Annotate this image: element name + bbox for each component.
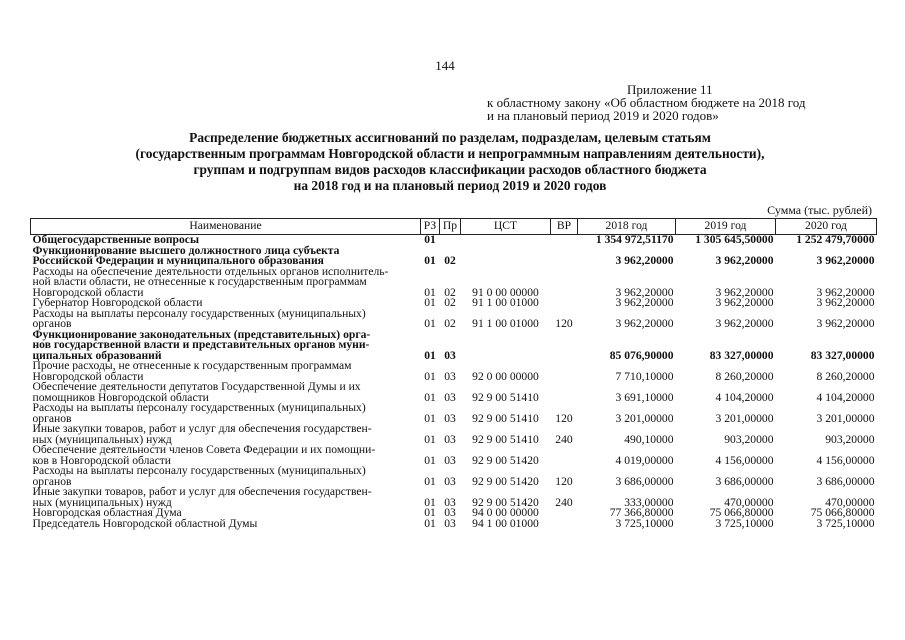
table-row (31, 330, 877, 362)
appendix-line-1: к областному закону «Об областном бюджете на 2018 год (487, 95, 806, 110)
row-rz: 01 (424, 453, 436, 467)
row-2020: 4 104,20000 (816, 390, 875, 404)
row-name: Иные закупки товаров, работ и услуг для обеспечения государствен- ных (муниципальных) нужд (32, 422, 372, 446)
row-rz: 01 (424, 296, 436, 309)
table-row (31, 519, 877, 530)
row-2019: 1 305 645,50000 (695, 233, 774, 246)
row-2018: 3 962,20000 (615, 285, 674, 299)
row-pr: 02 (444, 254, 456, 267)
row-rz: 01 (424, 516, 436, 530)
row-cst: 91 1 00 01000 (472, 317, 539, 330)
row-name: Иные закупки товаров, работ и услуг для обеспечения государствен- ных (муниципальных) нужд (32, 485, 372, 509)
units-label: Сумма (тыс. рублей) (767, 203, 872, 217)
row-rz: 01 (424, 233, 436, 246)
header-pr: Пр (440, 219, 461, 235)
row-pr: 03 (444, 516, 456, 530)
table-row (31, 445, 877, 466)
row-2020: 3 686,00000 (816, 474, 875, 488)
row-2018: 490,10000 (624, 432, 674, 446)
row-rz: 01 (424, 254, 436, 267)
row-vr: 240 (555, 432, 573, 446)
row-2018: 3 691,10000 (615, 390, 674, 404)
row-2020: 4 156,00000 (816, 453, 875, 467)
document-title (60, 130, 840, 194)
appendix-title: Приложение 11 (627, 82, 713, 97)
row-vr: 120 (555, 317, 573, 330)
row-2018: 333,00000 (624, 495, 674, 509)
table-row (31, 487, 877, 508)
row-pr (440, 235, 461, 246)
row-vr (551, 298, 578, 309)
row-2020: 8 260,20000 (816, 369, 875, 383)
budget-table (30, 218, 877, 529)
row-cst: 92 9 00 51420 (472, 495, 539, 509)
row-2018: 77 366,80000 (609, 506, 674, 519)
row-vr (551, 519, 578, 530)
row-rz: 01 (424, 474, 436, 488)
row-cst (461, 235, 551, 246)
row-cst: 94 0 00 00000 (472, 506, 539, 519)
header-2018: 2018 год (578, 219, 676, 235)
row-2018: 3 962,20000 (615, 296, 674, 309)
row-rz: 01 (424, 432, 436, 446)
row-cst: 91 0 00 00000 (472, 285, 539, 299)
row-2019: 3 962,20000 (715, 317, 774, 330)
row-2019: 903,20000 (724, 432, 774, 446)
header-cst: ЦСТ (461, 219, 551, 235)
row-name: Председатель Новгородской областной Думы (32, 516, 258, 530)
title-line-1: Распределение бюджетных ассигнований по разделам, подразделам, целевым статьям (189, 130, 711, 145)
header-rz: РЗ (421, 219, 440, 235)
row-vr (551, 267, 578, 299)
row-name: Функционирование высшего должностного лица субъекта Российской Федерации и муниципального образования (32, 243, 340, 267)
row-2019: 3 962,20000 (715, 296, 774, 309)
table-row (31, 309, 877, 330)
row-2019: 3 201,00000 (715, 411, 774, 425)
title-line-4: на 2018 год и на плановый период 2019 и 2020 годов (293, 178, 607, 193)
row-vr (551, 330, 578, 362)
row-2020: 3 201,00000 (816, 411, 875, 425)
table-row (31, 267, 877, 299)
row-pr: 03 (444, 390, 456, 404)
header-vr: ВР (551, 219, 578, 235)
row-2018: 3 201,00000 (615, 411, 674, 425)
row-pr: 03 (444, 369, 456, 383)
row-2020: 75 066,80000 (810, 506, 875, 519)
row-name: Расходы на обеспечение деятельности отдельных органов исполнитель- ной власти области, не отнесенные к государственным программам Новгородской области (32, 264, 389, 299)
row-name: Функционирование законодательных (представительных) орга- нов государственной власти и представительных органов муни- ципальных образований (32, 327, 371, 362)
row-pr: 02 (444, 285, 456, 299)
appendix-header (487, 83, 887, 122)
row-cst: 92 9 00 51420 (472, 474, 539, 488)
row-vr (551, 246, 578, 267)
table-row (31, 246, 877, 267)
row-2018: 85 076,90000 (609, 348, 674, 362)
row-name: Обеспечение деятельности членов Совета Федерации и их помощни- ков в Новгородской области (32, 443, 376, 467)
row-cst: 92 9 00 51410 (472, 411, 539, 425)
row-2018: 7 710,10000 (615, 369, 674, 383)
row-name: Обеспечение деятельности депутатов Государственной Думы и их помощников Новгородской области (32, 380, 361, 404)
row-2018: 3 962,20000 (615, 317, 674, 330)
row-cst: 94 1 00 01000 (472, 516, 539, 530)
row-2019: 4 104,20000 (715, 390, 774, 404)
row-2019: 75 066,80000 (709, 506, 774, 519)
header-name: Наименование (31, 219, 421, 235)
row-2019: 3 962,20000 (715, 254, 774, 267)
row-2019: 3 686,00000 (715, 474, 774, 488)
row-rz: 01 (424, 390, 436, 404)
row-pr: 02 (444, 317, 456, 330)
row-cst (461, 246, 551, 267)
row-name: Расходы на выплаты персоналу государственных (муниципальных) органов (32, 464, 366, 488)
row-vr: 120 (555, 411, 573, 425)
row-2018: 3 686,00000 (615, 474, 674, 488)
header-2019: 2019 год (676, 219, 776, 235)
row-pr: 03 (444, 474, 456, 488)
page-number: 144 (435, 58, 455, 73)
row-rz: 01 (424, 411, 436, 425)
row-2020: 3 962,20000 (816, 296, 875, 309)
row-rz: 01 (424, 495, 436, 509)
row-2020: 3 962,20000 (816, 285, 875, 299)
row-vr (551, 445, 578, 466)
row-rz: 01 (424, 348, 436, 362)
title-line-2: (государственным программам Новгородской области и непрограммным направлениям деятельности), (135, 146, 765, 161)
row-2019: 8 260,20000 (715, 369, 774, 383)
row-pr: 03 (444, 432, 456, 446)
table-row (31, 382, 877, 403)
row-rz: 01 (424, 285, 436, 299)
row-name: Новгородская областная Дума (32, 506, 182, 519)
row-vr (551, 235, 578, 246)
row-pr: 03 (444, 495, 456, 509)
row-2019: 4 156,00000 (715, 453, 774, 467)
row-2020: 3 962,20000 (816, 254, 875, 267)
row-2018: 3 962,20000 (615, 254, 674, 267)
row-pr: 03 (444, 506, 456, 519)
row-2019: 83 327,00000 (709, 348, 774, 362)
table-row (31, 403, 877, 424)
row-2019: 470,00000 (724, 495, 774, 509)
row-2019: 3 725,10000 (715, 516, 774, 530)
row-vr (551, 361, 578, 382)
row-2020: 470,00000 (825, 495, 875, 509)
row-2020: 1 252 479,70000 (796, 233, 875, 246)
table-row (31, 361, 877, 382)
header-2020: 2020 год (776, 219, 877, 235)
row-rz: 01 (424, 317, 436, 330)
row-vr: 240 (555, 495, 573, 509)
row-cst: 91 1 00 01000 (472, 296, 539, 309)
row-2018: 4 019,00000 (615, 453, 674, 467)
row-rz: 01 (424, 369, 436, 383)
row-cst: 92 9 00 51410 (472, 432, 539, 446)
row-rz: 01 (424, 506, 436, 519)
row-vr: 120 (555, 474, 573, 488)
row-2020: 3 962,20000 (816, 317, 875, 330)
row-name: Общегосударственные вопросы (32, 233, 199, 246)
row-2018: 3 725,10000 (615, 516, 674, 530)
row-2020: 3 725,10000 (816, 516, 875, 530)
row-2020: 903,20000 (825, 432, 875, 446)
row-2019: 3 962,20000 (715, 285, 774, 299)
row-cst: 92 0 00 00000 (472, 369, 539, 383)
row-cst: 92 9 00 51410 (472, 390, 539, 404)
row-vr (551, 382, 578, 403)
table-row (31, 466, 877, 487)
row-name: Прочие расходы, не отнесенные к государственным программам Новгородской области (32, 359, 352, 383)
row-name: Расходы на выплаты персоналу государственных (муниципальных) органов (32, 401, 366, 425)
row-2020: 83 327,00000 (810, 348, 875, 362)
row-name: Расходы на выплаты персоналу государственных (муниципальных) органов (32, 306, 366, 330)
row-pr: 03 (444, 411, 456, 425)
row-pr: 03 (444, 348, 456, 362)
row-pr: 03 (444, 453, 456, 467)
appendix-line-2: и на плановый период 2019 и 2020 годов» (487, 108, 719, 123)
row-name: Губернатор Новгородской области (32, 296, 203, 309)
row-pr: 02 (444, 296, 456, 309)
table-row (31, 424, 877, 445)
row-cst (461, 330, 551, 362)
row-2018: 1 354 972,51170 (595, 233, 674, 246)
row-vr (551, 508, 578, 519)
title-line-3: группам и подгруппам видов расходов классификации расходов областного бюджета (193, 162, 707, 177)
row-cst: 92 9 00 51420 (472, 453, 539, 467)
